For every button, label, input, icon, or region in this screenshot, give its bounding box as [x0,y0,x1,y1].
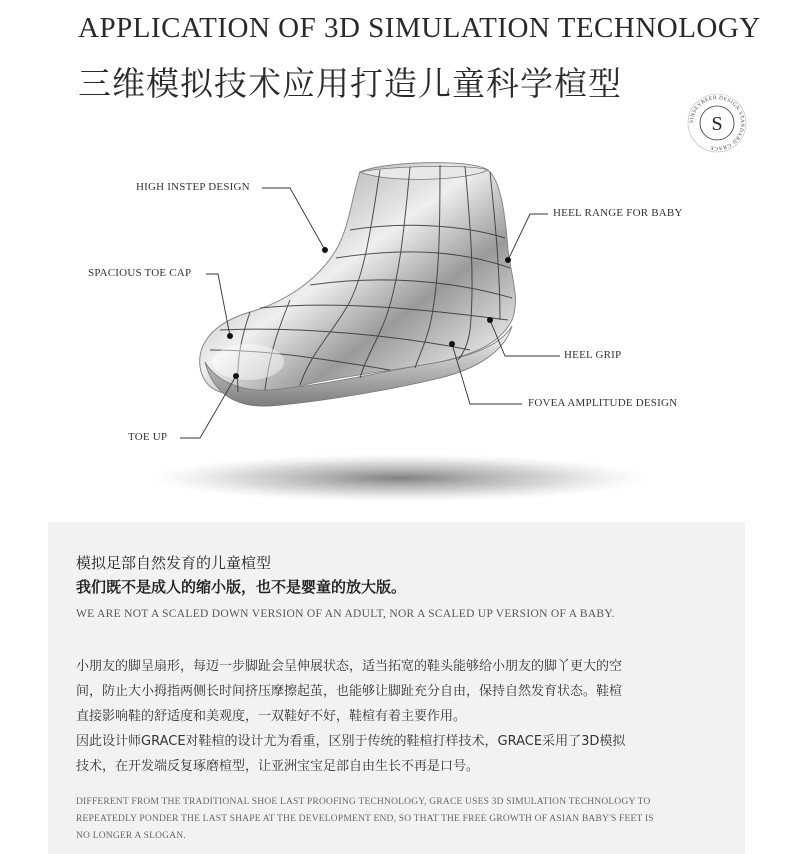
panel-footer-en [76,794,726,845]
label-toe-cap: SPACIOUS TOE CAP [88,267,192,279]
label-toe-up: TOE UP [128,431,168,443]
label-fovea: FOVEA AMPLITUDE DESIGN [528,397,678,409]
ground-shadow [150,454,650,502]
label-heel-grip: HEEL GRIP [564,349,622,361]
toe-highlight [212,344,284,380]
body-line: 因此设计师GRACE对鞋楦的设计尤为看重，区别于传统的鞋楦打样技术，GRACE采用了3D模拟 [76,734,626,749]
badge-ring-text: SINSEYBEER DESIGN STANDARD GRACE [688,94,746,152]
panel-body-cn [76,654,736,779]
page-title-en: APPLICATION OF 3D SIMULATION TECHNOLOGY [78,12,761,44]
info-panel [48,522,745,854]
footer-line: NO LONGER A SLOGAN. [76,831,186,841]
shoe-last-illustration [0,140,790,520]
footer-line: REPEATEDLY PONDER THE LAST SHAPE AT THE DEVELOPMENT END, SO THAT THE FREE GROWTH OF ASIAN BABY'S FEET IS [76,814,654,824]
page-title-cn: 三维模拟技术应用打造儿童科学楦型 [78,64,622,103]
footer-line: DIFFERENT FROM THE TRADITIONAL SHOE LAST PROOFING TECHNOLOGY, GRACE USES 3D SIMULATION TECHNOLOGY TO [76,797,651,807]
panel-heading: 模拟足部自然发育的儿童楦型 [76,554,272,572]
panel-subheading: 我们既不是成人的缩小版，也不是婴童的放大版。 [76,578,407,596]
body-line: 小朋友的脚呈扇形，每迈一步脚趾会呈伸展状态，适当拓宽的鞋头能够给小朋友的脚丫更大的空 [76,659,623,674]
body-line: 技术，在开发端反复琢磨楦型，让亚洲宝宝足部自由生长不再是口号。 [76,759,480,774]
shoe-last-diagram [0,140,790,520]
body-line: 直接影响鞋的舒适度和美观度，一双鞋好不好，鞋楦有着主要作用。 [76,709,467,724]
label-heel-range: HEEL RANGE FOR BABY [553,207,683,219]
body-line: 间，防止大小拇指两侧长时间挤压摩擦起茧，也能够让脚趾充分自由，保持自然发育状态。鞋楦 [76,684,623,699]
badge-letter: S [711,113,723,135]
panel-subtitle-en: WE ARE NOT A SCALED DOWN VERSION OF AN ADULT, NOR A SCALED UP VERSION OF A BABY. [76,608,615,620]
label-high-instep: HIGH INSTEP DESIGN [136,181,250,193]
